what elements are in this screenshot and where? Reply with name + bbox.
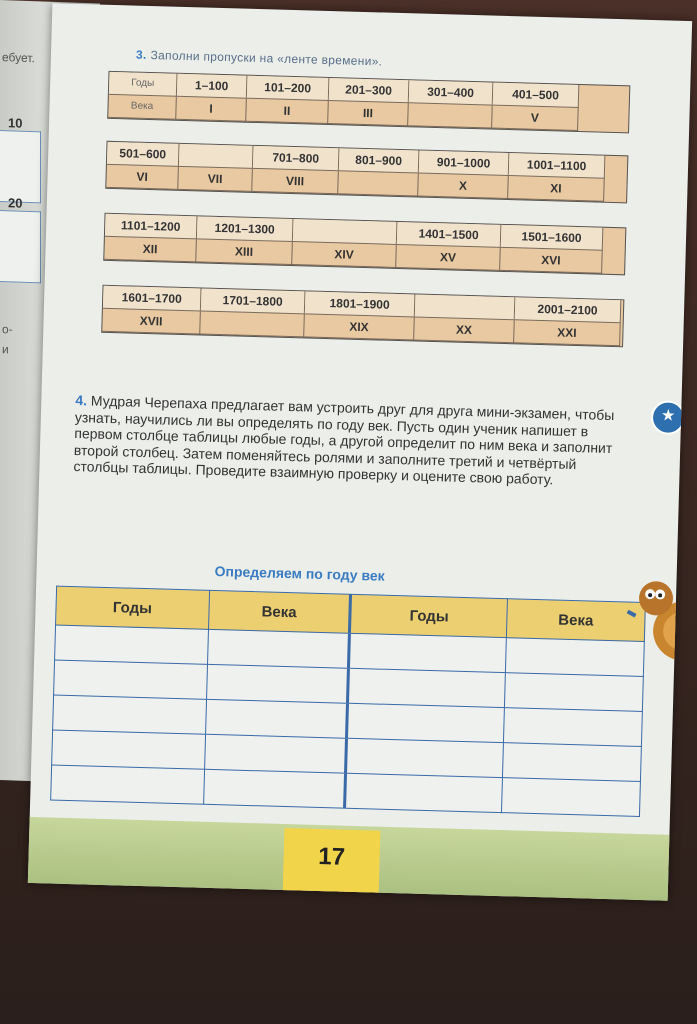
ribbon-year-cell: 201–300 xyxy=(329,78,410,103)
table-cell xyxy=(53,695,207,734)
ribbon-century-cell: VIII xyxy=(252,169,339,194)
ribbon-year-cell: 801–900 xyxy=(339,148,420,173)
table-cell xyxy=(503,708,642,747)
ribbon-year-cell: 1401–1500 xyxy=(397,222,502,248)
ribbon-year-cell: 901–1000 xyxy=(419,151,510,177)
ribbon-year-cell: 1001–1100 xyxy=(509,153,606,179)
table-cell xyxy=(349,633,506,672)
box-label: 20 xyxy=(8,195,23,211)
table-cell xyxy=(55,625,209,664)
box-label: 10 xyxy=(8,115,23,131)
row-label-centuries: Века xyxy=(108,95,177,120)
time-ribbon-2 xyxy=(105,141,628,204)
previous-page-box-2 xyxy=(0,195,41,283)
ribbon-century-cell: III xyxy=(328,101,409,126)
table-cell xyxy=(51,765,205,804)
table-cell xyxy=(52,730,206,769)
table-cell xyxy=(501,778,640,817)
ribbon-century-cell: XIII xyxy=(196,239,293,265)
ribbon-century-cell: X xyxy=(418,174,509,200)
ribbon-century-cell xyxy=(200,312,305,338)
ribbon-century-cell: XV xyxy=(396,245,501,271)
ribbon-year-cell: 701–800 xyxy=(253,146,340,171)
ribbon-century-cell: VII xyxy=(178,167,253,192)
ribbon-year-cell: 1801–1900 xyxy=(305,291,416,317)
ribbon-year-cell xyxy=(293,219,398,245)
ribbon-year-cell: 1501–1600 xyxy=(501,225,604,251)
page-number: 17 xyxy=(282,828,380,901)
ribbon-century-cell: I xyxy=(176,97,247,122)
ribbon-year-cell: 101–200 xyxy=(247,76,330,101)
star-icon: ★ xyxy=(651,400,686,435)
time-ribbon-3 xyxy=(103,213,626,276)
ribbon-year-cell: 301–400 xyxy=(409,80,494,105)
ribbon-year-cell: 1101–1200 xyxy=(105,214,198,240)
answer-table xyxy=(50,586,646,817)
ribbon-year-cell: 1701–1800 xyxy=(201,289,306,315)
ribbon-year-cell: 401–500 xyxy=(493,83,580,108)
table-cell xyxy=(348,668,505,707)
textbook-page xyxy=(28,3,692,901)
ribbon-century-cell xyxy=(338,171,419,196)
row-label-years: Годы xyxy=(109,72,178,97)
task-3-instruction xyxy=(136,48,383,69)
ribbon-century-cell: XI xyxy=(508,176,605,202)
table-cell xyxy=(206,664,349,703)
ribbon-century-cell: VI xyxy=(106,165,179,190)
table-cell xyxy=(346,738,503,777)
task-text: Заполни пропуски на «ленте времени». xyxy=(150,48,383,69)
previous-page-fragment: ебует. xyxy=(2,50,35,66)
header-years-2: Годы xyxy=(350,594,507,637)
ribbon-century-cell: XVI xyxy=(500,248,603,274)
header-centuries-2: Века xyxy=(506,599,645,642)
time-ribbon-1 xyxy=(107,71,630,134)
table-cell xyxy=(504,673,643,712)
table-cell xyxy=(204,734,347,773)
table-cell xyxy=(502,743,641,782)
table-title: Определяем по году век xyxy=(214,562,385,584)
table-cell xyxy=(207,629,350,668)
table-cell xyxy=(54,660,208,699)
previous-page-fragment-2: о- xyxy=(2,322,13,337)
header-centuries-1: Века xyxy=(208,590,351,633)
ribbon-year-cell: 1–100 xyxy=(177,74,248,99)
ribbon-century-cell: II xyxy=(246,99,329,124)
ribbon-year-cell xyxy=(179,144,254,169)
ribbon-century-cell: V xyxy=(492,106,579,131)
task-number: 3. xyxy=(135,47,147,62)
ribbon-year-cell xyxy=(415,294,516,320)
ribbon-century-cell: XX xyxy=(414,317,515,343)
time-ribbon-4 xyxy=(101,285,624,348)
task-number: 4. xyxy=(75,392,88,409)
table-cell xyxy=(205,699,348,738)
previous-page-fragment-3: и xyxy=(2,342,9,357)
ribbon-year-cell: 2001–2100 xyxy=(515,297,622,323)
task-text: Мудрая Черепаха предлагает вам устроить друг для друга мини-экзамен, чтобы узнать, научились ли вы определять по году век. Пусть один ученик напишет в первом столбце таблицы любые годы, а другой определит по ним века и заполнит второй столбец. Затем поменяйтесь ролями и заполните третий и четвёртый столбцы таблицы. Проведите взаимную проверку и оцените свою работу. xyxy=(73,392,615,488)
ribbon-century-cell: XII xyxy=(104,237,197,263)
ribbon-century-cell: XVII xyxy=(102,309,201,335)
ribbon-year-cell: 1201–1300 xyxy=(197,216,294,242)
header-years-1: Годы xyxy=(56,586,210,629)
ribbon-century-cell: XIV xyxy=(292,242,397,268)
ribbon-year-cell: 1601–1700 xyxy=(103,286,202,312)
task-4-text xyxy=(73,392,635,490)
previous-page-box-1 xyxy=(0,115,41,203)
table-cell xyxy=(345,773,502,812)
table-cell xyxy=(203,769,346,808)
ribbon-year-cell: 501–600 xyxy=(107,142,180,167)
ribbon-century-cell xyxy=(408,103,493,128)
ribbon-century-cell: XXI xyxy=(514,320,621,346)
ribbon-century-cell: XIX xyxy=(304,314,415,340)
table-cell xyxy=(347,703,504,742)
